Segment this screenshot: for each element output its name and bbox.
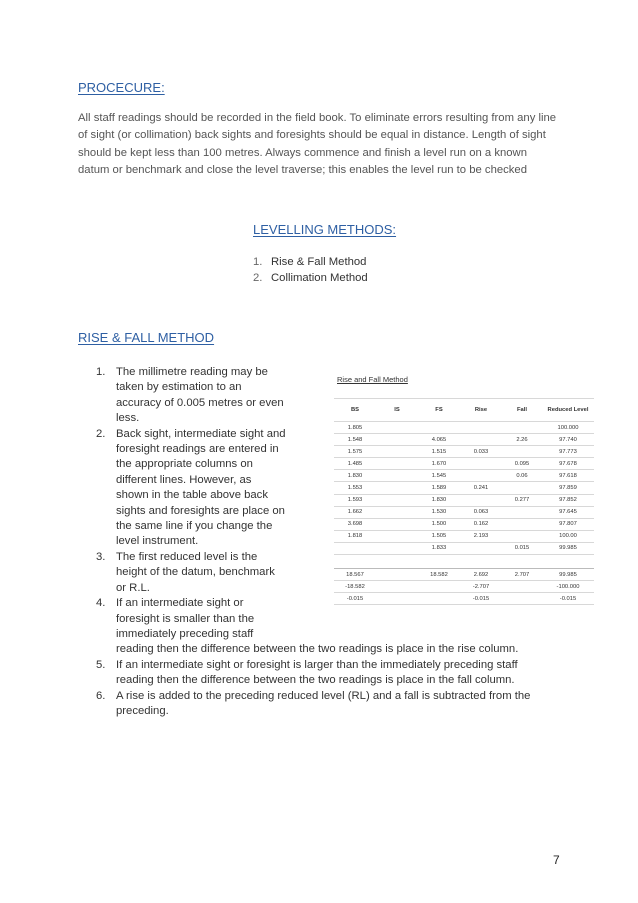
levelling-method-item bbox=[253, 254, 368, 270]
column-header: Rise bbox=[460, 399, 502, 422]
table-cell bbox=[502, 482, 542, 494]
table-cell bbox=[460, 434, 502, 446]
table-row bbox=[334, 569, 594, 581]
table-cell: 0.06 bbox=[502, 470, 542, 482]
table-cell: 2.193 bbox=[460, 530, 502, 542]
table-cell bbox=[376, 446, 418, 458]
item-text: If an intermediate sight or foresight is smaller than the immediately preceding staff bbox=[116, 597, 255, 640]
table-cell: 18.567 bbox=[334, 569, 376, 581]
column-header: FS bbox=[418, 399, 460, 422]
table-cell: 0.063 bbox=[460, 506, 502, 518]
table-cell: 1.833 bbox=[418, 542, 460, 554]
table-cell bbox=[418, 593, 460, 605]
table-cell bbox=[376, 458, 418, 470]
table-cell bbox=[376, 593, 418, 605]
table-cell bbox=[502, 555, 542, 569]
item-number: 1. bbox=[96, 366, 106, 378]
table-cell: 0.095 bbox=[502, 458, 542, 470]
table-cell bbox=[376, 555, 418, 569]
table-cell: 1.662 bbox=[334, 506, 376, 518]
table-row bbox=[334, 482, 594, 494]
table-cell bbox=[334, 555, 376, 569]
table-cell: 0.162 bbox=[460, 518, 502, 530]
table-cell bbox=[460, 555, 502, 569]
procedure-paragraph: All staff readings should be recorded in the field book. To eliminate errors resulting from any line of sight (or collimation) back sights and foresights should be equal in distance. Length of sight should be kept less than 100 metres. Always commence and finish a level run on a known datum or benchmark and close the level traverse; this enables the level run to be checked bbox=[78, 112, 557, 177]
table-cell bbox=[376, 422, 418, 434]
table-row bbox=[334, 422, 594, 434]
table-cell bbox=[502, 422, 542, 434]
table-row bbox=[334, 494, 594, 506]
table-cell: 2.707 bbox=[502, 569, 542, 581]
item-number: 6. bbox=[96, 689, 106, 702]
table-cell: 1.530 bbox=[418, 506, 460, 518]
list-item bbox=[78, 550, 286, 596]
table-cell: 1.670 bbox=[418, 458, 460, 470]
table-cell bbox=[460, 470, 502, 482]
table-row bbox=[334, 470, 594, 482]
list-item bbox=[78, 596, 551, 658]
rise-fall-heading: RISE & FALL METHOD bbox=[78, 330, 215, 345]
table-cell: 97.645 bbox=[542, 506, 594, 518]
table-cell: 1.575 bbox=[334, 446, 376, 458]
table-row bbox=[334, 518, 594, 530]
table-cell: 97.852 bbox=[542, 494, 594, 506]
table-cell bbox=[376, 470, 418, 482]
item-text: The millimetre reading may be taken by estimation to an accuracy of 0.005 metres or even less. bbox=[116, 366, 284, 425]
column-header: Reduced Level bbox=[542, 399, 594, 422]
list-item bbox=[78, 689, 551, 720]
item-number: 2. bbox=[96, 427, 106, 440]
table-cell bbox=[502, 581, 542, 593]
table-cell bbox=[418, 581, 460, 593]
item-text-continued: reading then the difference between the two readings is place in the rise column. bbox=[116, 643, 519, 656]
item-text: Back sight, intermediate sight and foresight readings are entered in the appropriate columns on different lines. However, as shown in the table above back sights and foresights are place on the same line if you change the level instrument. bbox=[116, 427, 286, 548]
table-cell: -0.015 bbox=[460, 593, 502, 605]
table-cell: 2.692 bbox=[460, 569, 502, 581]
table-cell bbox=[460, 458, 502, 470]
table-cell: 0.241 bbox=[460, 482, 502, 494]
item-text: The first reduced level is the height of the datum, benchmark or R.L. bbox=[116, 550, 275, 594]
table-cell: 100.00 bbox=[542, 530, 594, 542]
table-header-row bbox=[334, 399, 594, 422]
table-cell: -0.015 bbox=[542, 593, 594, 605]
table-cell bbox=[376, 518, 418, 530]
table-cell bbox=[502, 518, 542, 530]
item-text: If an intermediate sight or foresight is larger than the immediately preceding staff reading then the difference between the two readings is place in the fall column. bbox=[116, 658, 518, 687]
table-cell bbox=[376, 494, 418, 506]
table-cell bbox=[460, 494, 502, 506]
table-cell: 99.985 bbox=[542, 569, 594, 581]
table-cell bbox=[542, 555, 594, 569]
table-cell: 1.500 bbox=[418, 518, 460, 530]
table-cell: 1.548 bbox=[334, 434, 376, 446]
table-cell: 1.589 bbox=[418, 482, 460, 494]
item-text: A rise is added to the preceding reduced level (RL) and a fall is subtracted from the preceding. bbox=[116, 689, 531, 717]
item-label: Collimation Method bbox=[271, 272, 368, 284]
table-cell: 97.807 bbox=[542, 518, 594, 530]
rise-fall-table bbox=[334, 398, 594, 605]
table-cell bbox=[460, 422, 502, 434]
table-cell: 1.515 bbox=[418, 446, 460, 458]
page-number: 7 bbox=[553, 853, 560, 867]
table-cell: 1.830 bbox=[418, 494, 460, 506]
table-cell: 97.678 bbox=[542, 458, 594, 470]
procedure-heading: PROCECURE: bbox=[78, 80, 165, 95]
table-cell bbox=[418, 422, 460, 434]
table-cell bbox=[460, 542, 502, 554]
table-cell: 100.000 bbox=[542, 422, 594, 434]
column-header: Fall bbox=[502, 399, 542, 422]
table-cell: 0.015 bbox=[502, 542, 542, 554]
table-cell bbox=[334, 542, 376, 554]
table-cell: 1.545 bbox=[418, 470, 460, 482]
table-cell: 97.618 bbox=[542, 470, 594, 482]
item-number: 1. bbox=[253, 256, 263, 268]
table-cell bbox=[502, 446, 542, 458]
table-title: Rise and Fall Method bbox=[337, 375, 408, 384]
table-cell: 1.830 bbox=[334, 470, 376, 482]
table-cell: 3.698 bbox=[334, 518, 376, 530]
table-row bbox=[334, 434, 594, 446]
levelling-methods-heading: LEVELLING METHODS: bbox=[253, 222, 397, 237]
table-cell bbox=[502, 530, 542, 542]
table-cell: 4.065 bbox=[418, 434, 460, 446]
table-cell: -18.582 bbox=[334, 581, 376, 593]
table-cell: 97.740 bbox=[542, 434, 594, 446]
table-cell bbox=[376, 482, 418, 494]
table-cell bbox=[502, 506, 542, 518]
table-row bbox=[334, 593, 594, 605]
table-cell: 0.033 bbox=[460, 446, 502, 458]
table-cell bbox=[376, 434, 418, 446]
table-cell bbox=[502, 593, 542, 605]
table-row bbox=[334, 530, 594, 542]
list-item bbox=[78, 427, 286, 550]
table-cell: 0.277 bbox=[502, 494, 542, 506]
table-cell: 1.818 bbox=[334, 530, 376, 542]
table-cell: -2.707 bbox=[460, 581, 502, 593]
table-row bbox=[334, 446, 594, 458]
table-row bbox=[334, 555, 594, 569]
table-row bbox=[334, 581, 594, 593]
table-cell bbox=[376, 530, 418, 542]
table-cell bbox=[376, 581, 418, 593]
item-number: 4. bbox=[96, 597, 106, 610]
table-cell: 1.553 bbox=[334, 482, 376, 494]
item-number: 2. bbox=[253, 272, 263, 284]
list-item bbox=[78, 365, 286, 427]
table-cell: 1.485 bbox=[334, 458, 376, 470]
table-row bbox=[334, 542, 594, 554]
item-number: 3. bbox=[96, 550, 106, 563]
item-label: Rise & Fall Method bbox=[271, 256, 367, 268]
table-cell bbox=[376, 542, 418, 554]
table-cell: -0.015 bbox=[334, 593, 376, 605]
table-cell bbox=[376, 506, 418, 518]
table-cell bbox=[418, 555, 460, 569]
table-cell: 2.26 bbox=[502, 434, 542, 446]
column-header: BS bbox=[334, 399, 376, 422]
table-cell: 1.593 bbox=[334, 494, 376, 506]
table-cell bbox=[376, 569, 418, 581]
table-cell: 1.805 bbox=[334, 422, 376, 434]
table-cell: -100.000 bbox=[542, 581, 594, 593]
table-cell: 18.582 bbox=[418, 569, 460, 581]
list-item bbox=[78, 658, 551, 689]
table-cell: 99.985 bbox=[542, 542, 594, 554]
levelling-method-item bbox=[253, 270, 368, 286]
table-cell: 1.505 bbox=[418, 530, 460, 542]
levelling-methods-list bbox=[253, 254, 368, 286]
column-header: IS bbox=[376, 399, 418, 422]
item-number: 5. bbox=[96, 658, 106, 671]
table-row bbox=[334, 458, 594, 470]
table-row bbox=[334, 506, 594, 518]
table-cell: 97.859 bbox=[542, 482, 594, 494]
table-cell: 97.773 bbox=[542, 446, 594, 458]
